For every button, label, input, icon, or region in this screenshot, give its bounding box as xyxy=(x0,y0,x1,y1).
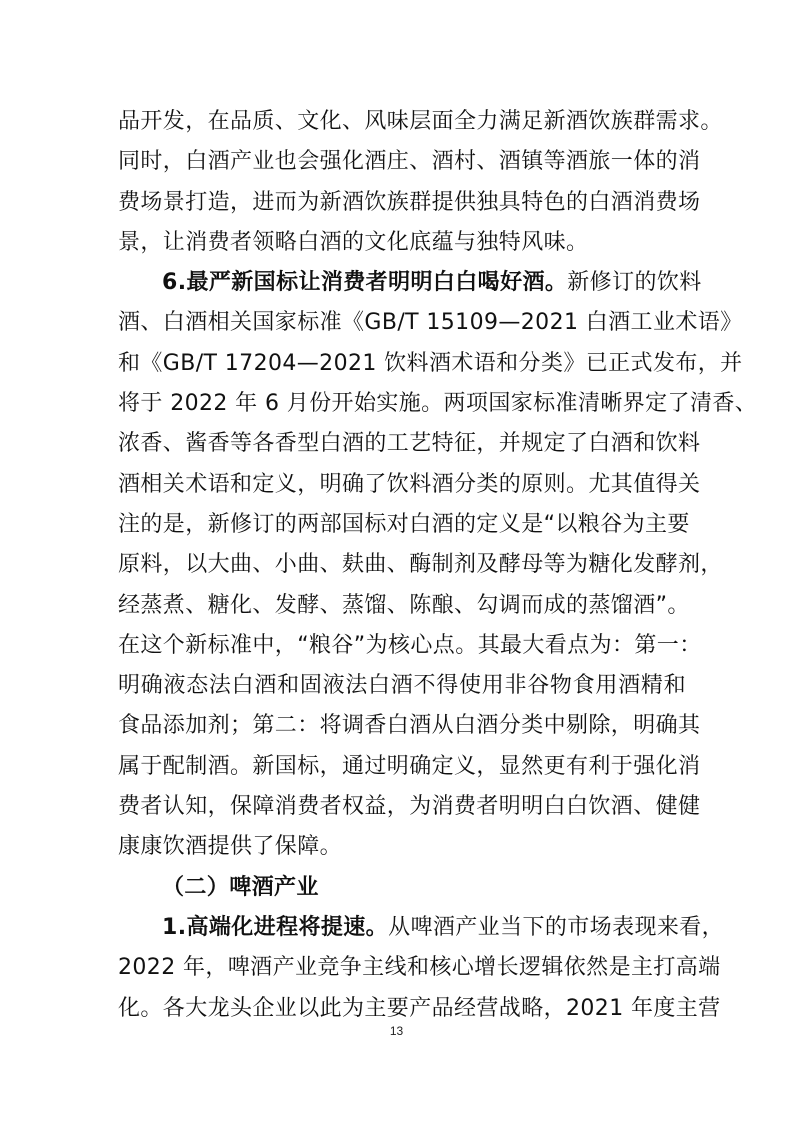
paragraph-1-line-1: 品开发，在品质、文化、风味层面全力满足新酒饮族群需求。 xyxy=(118,109,723,134)
paragraph-2-line-6: 酒相关术语和定义，明确了饮料酒分类的原则。尤其值得关 xyxy=(118,471,701,497)
paragraph-3-line-3: 化。各大龙头企业以此为主要产品经营战略，2021 年度主营 xyxy=(118,995,721,1021)
paragraph-1-line-3: 费场景打造，进而为新酒饮族群提供独具特色的白酒消费场 xyxy=(118,189,701,215)
paragraph-3-line-1 xyxy=(118,908,725,948)
paragraph-1-line-2: 同时，白酒产业也会强化酒庄、酒村、酒镇等酒旅一体的消 xyxy=(118,149,701,175)
paragraph-2-line-11: 明确液态法白酒和固液法白酒不得使用非谷物食用酒精和 xyxy=(118,673,686,699)
paragraph-2-line-13: 属于配制酒。新国标，通过明确定义，显然更有利于强化消 xyxy=(118,753,701,779)
paragraph-2-first-line-rest: 新修订的饮料 xyxy=(567,270,702,296)
paragraph-1-line-4: 景，让消费者领略白酒的文化底蕴与独特风味。 xyxy=(118,229,589,255)
paragraph-2-line-12: 食品添加剂；第二：将调香白酒从白酒分类中剔除，明确其 xyxy=(118,713,701,739)
paragraph-2-line-15: 康康饮酒提供了保障。 xyxy=(118,834,343,860)
paragraph-3-first-line-rest: 从啤酒产业当下的市场表现来看， xyxy=(388,914,725,940)
paragraph-2-line-10: 在这个新标准中，“粮谷”为核心点。其最大看点为：第一： xyxy=(118,632,702,658)
paragraph-2-line-9: 经蒸煮、糖化、发酵、蒸馏、陈酿、勾调而成的蒸馏酒”。 xyxy=(118,592,690,618)
paragraph-2-line-8: 原料，以大曲、小曲、麸曲、酶制剂及酵母等为糖化发酵剂， xyxy=(118,552,723,578)
section-heading-beer-industry: （二）啤酒产业 xyxy=(162,874,319,900)
paragraph-2-line-14: 费者认知，保障消费者权益，为消费者明明白白饮酒、健健 xyxy=(118,794,701,820)
paragraph-2-line-4: 将于 2022 年 6 月份开始实施。两项国家标准清晰界定了清香、 xyxy=(118,391,758,417)
paragraph-2-line-2: 酒、白酒相关国家标准《GB/T 15109—2021 白酒工业术语》 xyxy=(118,310,743,336)
paragraph-2-line-5: 浓香、酱香等各香型白酒的工艺特征，并规定了白酒和饮料 xyxy=(118,431,701,457)
paragraph-2-line-1 xyxy=(118,263,702,303)
page-number: 13 xyxy=(389,1024,404,1038)
paragraph-2-line-7: 注的是，新修订的两部国标对白酒的定义是“以粮谷为主要 xyxy=(118,511,690,537)
paragraph-2-heading: 6.最严新国标让消费者明明白白喝好酒。 xyxy=(162,270,568,296)
paragraph-2-line-3: 和《GB/T 17204—2021 饮料酒术语和分类》已正式发布，并 xyxy=(118,350,743,376)
paragraph-3-line-2: 2022 年，啤酒产业竞争主线和核心增长逻辑依然是主打高端 xyxy=(118,955,721,981)
body-text xyxy=(118,102,758,1029)
paragraph-3-heading: 1.高端化进程将提速。 xyxy=(162,914,389,940)
